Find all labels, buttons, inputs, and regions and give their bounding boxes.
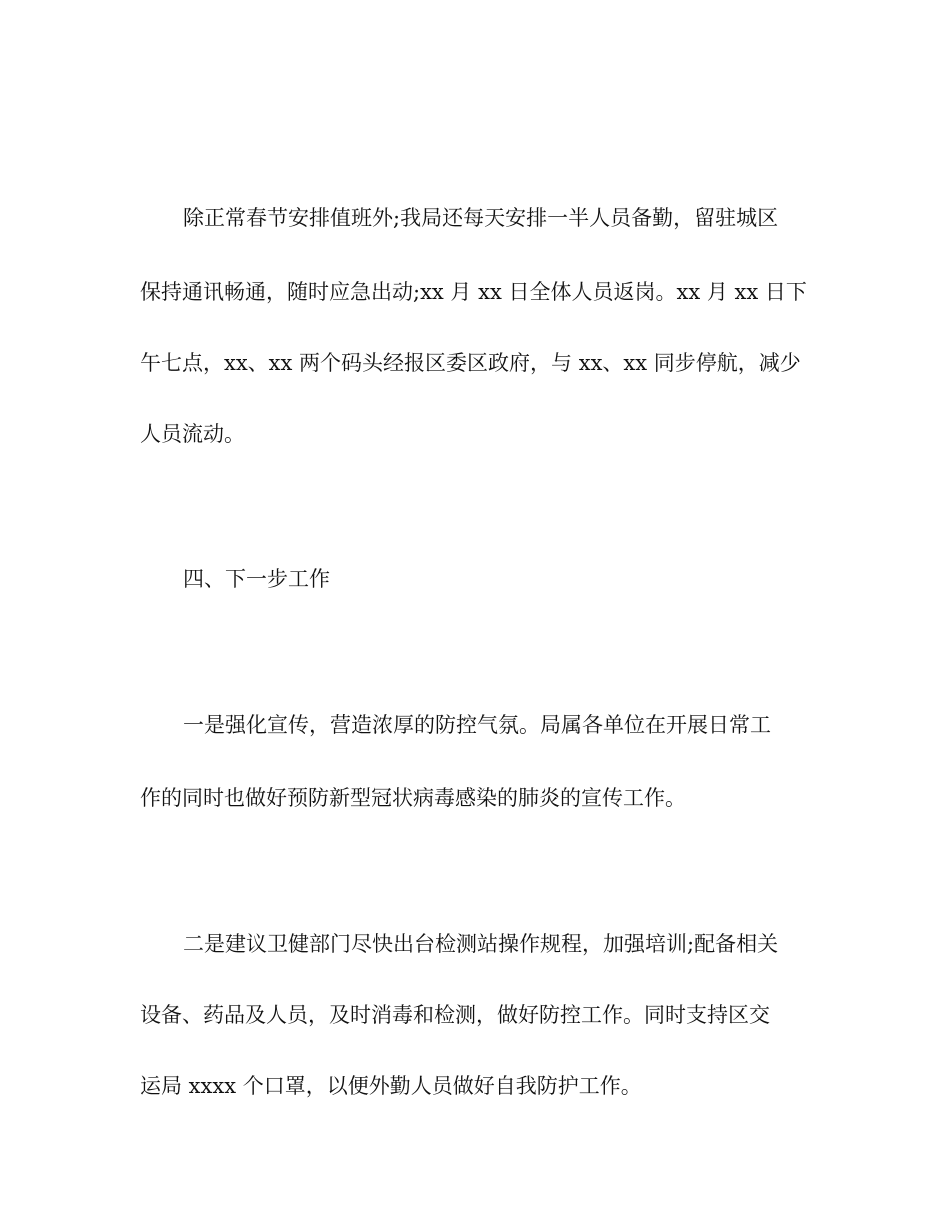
paragraph-line: 运局 xxxx 个口罩，以便外勤人员做好自我防护工作。 [140,1074,642,1098]
section-heading-next-steps: 四、下一步工作 [183,567,330,591]
paragraph-line: 保持通讯畅通，随时应急出动;xx 月 xx 日全体人员返岗。xx 月 xx 日下 [140,280,807,304]
paragraph-line: 二是建议卫健部门尽快出台检测站操作规程，加强培训;配备相关 [183,932,779,956]
paragraph-line: 设备、药品及人员，及时消毒和检测，做好防控工作。同时支持区交 [140,1003,770,1027]
paragraph-line: 一是强化宣传，营造浓厚的防控气氛。局属各单位在开展日常工 [183,713,771,737]
paragraph-line: 作的同时也做好预防新型冠状病毒感染的肺炎的宣传工作。 [140,786,686,810]
paragraph-line: 人员流动。 [140,422,245,446]
paragraph-line: 除正常春节安排值班外;我局还每天安排一半人员备勤，留驻城区 [183,206,779,230]
paragraph-line: 午七点，xx、xx 两个码头经报区委区政府，与 xx、xx 同步停航，减少 [140,351,801,375]
